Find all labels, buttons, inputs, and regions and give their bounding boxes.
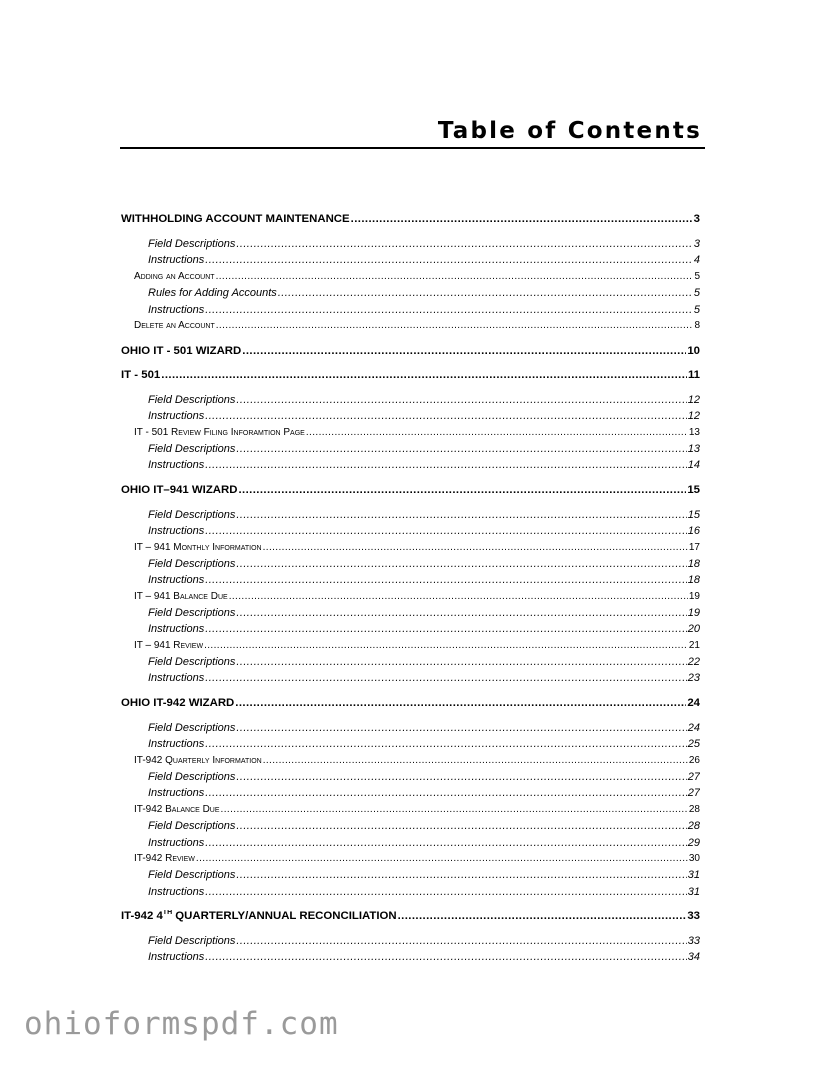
toc-entry-label: Field Descriptions xyxy=(148,558,236,570)
toc-page-number: 24 xyxy=(687,697,700,709)
dot-leader xyxy=(205,837,687,849)
toc-entry-label: Instructions xyxy=(148,254,205,266)
toc-entry-label: Field Descriptions xyxy=(148,656,236,668)
dot-leader xyxy=(236,935,686,947)
toc-page-number: 31 xyxy=(687,869,700,881)
dot-leader xyxy=(236,558,686,570)
dot-leader xyxy=(236,869,686,881)
dot-leader xyxy=(236,820,686,832)
toc-page-number: 10 xyxy=(687,345,700,357)
dot-leader xyxy=(205,886,687,898)
toc-entry[interactable] xyxy=(134,591,700,602)
toc-entry-label: IT-942 Quarterly Information xyxy=(134,755,262,766)
toc-entry[interactable] xyxy=(148,459,700,471)
toc-page-number: 20 xyxy=(687,623,700,635)
dot-leader xyxy=(236,607,686,619)
toc-entry-label: OHIO IT–941 WIZARD xyxy=(121,484,238,496)
toc-page-number: 33 xyxy=(687,935,700,947)
toc-entry[interactable] xyxy=(134,271,700,282)
toc-page-number: 13 xyxy=(688,427,700,438)
toc-page-number: 22 xyxy=(687,656,700,668)
toc-page-number: 28 xyxy=(688,804,700,815)
toc-entry-label: Instructions xyxy=(148,951,205,963)
toc-entry[interactable] xyxy=(148,820,700,832)
toc-entry-label: OHIO IT-942 WIZARD xyxy=(121,697,235,709)
toc-entry-label: IT - 501 xyxy=(121,369,161,381)
dot-leader xyxy=(306,427,688,438)
dot-leader xyxy=(263,542,688,553)
toc-entry[interactable] xyxy=(148,738,700,750)
toc-entry[interactable] xyxy=(148,935,700,947)
toc-page-number: 23 xyxy=(687,672,700,684)
toc-entry[interactable] xyxy=(148,607,700,619)
toc-page-number: 5 xyxy=(694,271,700,282)
toc-entry-label: IT – 941 Review xyxy=(134,640,204,651)
toc-page-number: 16 xyxy=(687,525,700,537)
toc-page-number: 26 xyxy=(688,755,700,766)
dot-leader xyxy=(278,287,693,299)
dot-leader xyxy=(351,213,693,225)
toc-page-number: 28 xyxy=(687,820,700,832)
dot-leader xyxy=(205,574,687,586)
dot-leader xyxy=(216,320,694,331)
toc-page-number: 29 xyxy=(687,837,700,849)
toc-page-number: 3 xyxy=(693,213,700,225)
toc-entry[interactable] xyxy=(148,287,700,299)
toc-page-number: 3 xyxy=(693,238,700,250)
toc-entry[interactable] xyxy=(134,755,700,766)
toc-entry-label: Instructions xyxy=(148,886,205,898)
toc-entry[interactable] xyxy=(134,640,700,651)
toc-entry[interactable] xyxy=(148,869,700,881)
toc-entry-label: IT - 501 Review Filing Inforamtion Page xyxy=(134,427,305,438)
toc-page-number: 5 xyxy=(693,304,700,316)
toc-entry-label: Instructions xyxy=(148,459,205,471)
toc-page-number: 33 xyxy=(687,910,700,922)
toc-entry[interactable] xyxy=(134,320,700,331)
dot-leader xyxy=(236,656,686,668)
toc-entry[interactable] xyxy=(148,525,700,537)
toc-entry-label: Instructions xyxy=(148,837,205,849)
dot-leader xyxy=(238,484,686,496)
dot-leader xyxy=(205,672,687,684)
toc-page-number: 27 xyxy=(687,787,700,799)
toc-entry-label: Instructions xyxy=(148,574,205,586)
toc-entry-label: Field Descriptions xyxy=(148,443,236,455)
toc-page-number: 19 xyxy=(688,591,700,602)
toc-page-number: 12 xyxy=(687,394,700,406)
toc-entry-label: OHIO IT - 501 WIZARD xyxy=(121,345,242,357)
toc-page-number: 12 xyxy=(687,410,700,422)
toc-entry[interactable] xyxy=(148,410,700,422)
toc-entry[interactable] xyxy=(148,951,700,963)
toc-entry-label: Instructions xyxy=(148,304,205,316)
toc-entry[interactable] xyxy=(148,558,700,570)
toc-entry-label: Rules for Adding Accounts xyxy=(148,287,277,299)
toc-entry[interactable] xyxy=(148,238,700,250)
dot-leader xyxy=(196,853,688,864)
dot-leader xyxy=(263,755,688,766)
dot-leader xyxy=(205,410,687,422)
toc-entry[interactable] xyxy=(121,345,700,357)
toc-entry[interactable] xyxy=(134,804,700,815)
watermark: ohioformspdf.com xyxy=(24,1006,339,1042)
dot-leader xyxy=(229,591,688,602)
toc-entry[interactable] xyxy=(148,623,700,635)
toc-entry-label: Field Descriptions xyxy=(148,607,236,619)
dot-leader xyxy=(205,304,693,316)
toc-entry-label: Field Descriptions xyxy=(148,820,236,832)
toc-entry[interactable] xyxy=(121,697,700,709)
toc-entry[interactable] xyxy=(148,837,700,849)
toc-entry-label: Instructions xyxy=(148,623,205,635)
toc-entry-label: IT – 941 Monthly Information xyxy=(134,542,262,553)
dot-leader xyxy=(204,640,688,651)
dot-leader xyxy=(235,697,686,709)
toc-page-number: 24 xyxy=(687,722,700,734)
toc-entry[interactable] xyxy=(148,304,700,316)
toc-entry-label: IT-942 4TH QUARTERLY/ANNUAL RECONCILIATION xyxy=(121,910,397,922)
toc-page-number: 18 xyxy=(687,558,700,570)
toc-page-number: 17 xyxy=(688,542,700,553)
dot-leader xyxy=(216,271,694,282)
toc-page-number: 19 xyxy=(687,607,700,619)
toc-entry[interactable] xyxy=(148,509,700,521)
title-divider xyxy=(120,147,705,149)
toc-entry-label: Instructions xyxy=(148,738,205,750)
toc-entry[interactable] xyxy=(148,443,700,455)
toc-entry-label: Instructions xyxy=(148,525,205,537)
dot-leader xyxy=(242,345,686,357)
toc-page-number: 14 xyxy=(687,459,700,471)
dot-leader xyxy=(205,787,687,799)
toc-entry-label: WITHHOLDING ACCOUNT MAINTENANCE xyxy=(121,213,350,225)
toc-entry[interactable] xyxy=(148,722,700,734)
dot-leader xyxy=(236,394,686,406)
toc-page-number: 4 xyxy=(693,254,700,266)
dot-leader xyxy=(398,910,687,922)
toc-entry[interactable] xyxy=(121,910,700,922)
toc-entry[interactable] xyxy=(148,656,700,668)
toc-entry-label: Field Descriptions xyxy=(148,394,236,406)
toc-page-number: 27 xyxy=(687,771,700,783)
toc-entry-label: IT-942 Balance Due xyxy=(134,804,220,815)
page-title: Table of Contents xyxy=(437,118,702,144)
toc-entry-label: Field Descriptions xyxy=(148,869,236,881)
toc-entry-label: Field Descriptions xyxy=(148,238,236,250)
dot-leader xyxy=(205,623,687,635)
toc-entry[interactable] xyxy=(134,853,700,864)
toc-entry[interactable] xyxy=(148,787,700,799)
toc-entry-label: Instructions xyxy=(148,787,205,799)
toc-page-number: 18 xyxy=(687,574,700,586)
toc-entry[interactable] xyxy=(148,672,700,684)
toc-entry-label: IT-942 Review xyxy=(134,853,195,864)
toc-page-number: 8 xyxy=(694,320,700,331)
toc-entry[interactable] xyxy=(121,369,700,381)
dot-leader xyxy=(205,525,687,537)
dot-leader xyxy=(236,722,686,734)
toc-page-number: 13 xyxy=(687,443,700,455)
toc-entry-label: Field Descriptions xyxy=(148,771,236,783)
dot-leader xyxy=(236,238,692,250)
toc-entry[interactable] xyxy=(121,213,700,225)
dot-leader xyxy=(205,951,687,963)
toc-page-number: 31 xyxy=(687,886,700,898)
toc-entry-label: Delete an Account xyxy=(134,320,215,331)
dot-leader xyxy=(221,804,688,815)
toc-entry-label: Field Descriptions xyxy=(148,509,236,521)
toc-entry[interactable] xyxy=(148,394,700,406)
toc-entry-label: Adding an Account xyxy=(134,271,215,282)
toc-page-number: 5 xyxy=(693,287,700,299)
dot-leader xyxy=(205,254,693,266)
toc-entry-label: Instructions xyxy=(148,410,205,422)
toc-page-number: 25 xyxy=(687,738,700,750)
toc-entry[interactable] xyxy=(148,574,700,586)
toc-entry[interactable] xyxy=(134,427,700,438)
toc-entry-label: Instructions xyxy=(148,672,205,684)
toc-entry[interactable] xyxy=(121,484,700,496)
toc-page-number: 11 xyxy=(687,369,700,381)
toc-entry[interactable] xyxy=(148,771,700,783)
toc-entry[interactable] xyxy=(148,886,700,898)
toc-entry-label: Field Descriptions xyxy=(148,935,236,947)
toc-page-number: 34 xyxy=(687,951,700,963)
toc-entry[interactable] xyxy=(148,254,700,266)
dot-leader xyxy=(236,771,686,783)
toc-entry-label: Field Descriptions xyxy=(148,722,236,734)
toc-page-number: 15 xyxy=(687,509,700,521)
toc-page-number: 21 xyxy=(688,640,700,651)
toc-entry-label: IT – 941 Balance Due xyxy=(134,591,228,602)
toc-page-number: 15 xyxy=(687,484,700,496)
dot-leader xyxy=(236,509,686,521)
dot-leader xyxy=(205,459,687,471)
toc-entry[interactable] xyxy=(134,542,700,553)
dot-leader xyxy=(161,369,687,381)
toc-page-number: 30 xyxy=(688,853,700,864)
dot-leader xyxy=(205,738,687,750)
dot-leader xyxy=(236,443,686,455)
